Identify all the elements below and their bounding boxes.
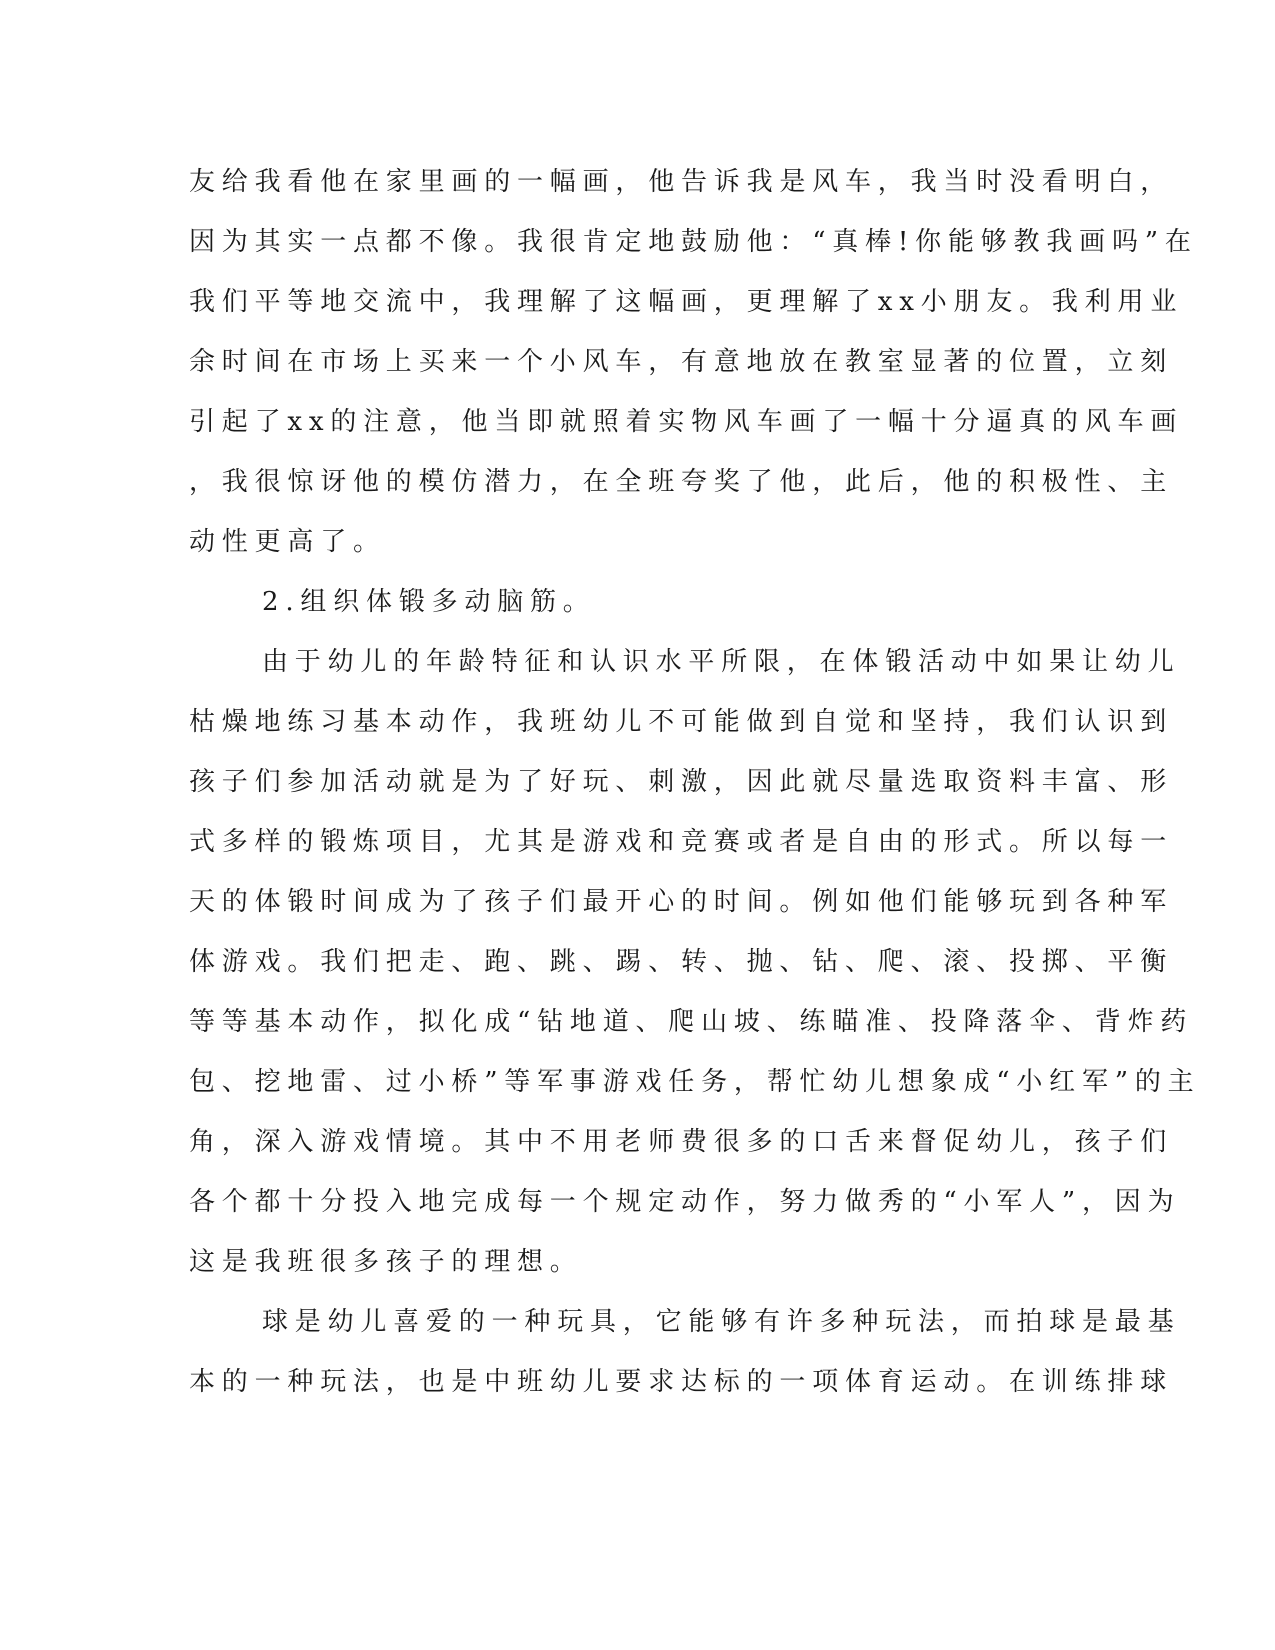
text-line: 球是幼儿喜爱的一种玩具，它能够有许多种玩法，而拍球是最基 xyxy=(262,1307,1181,1337)
text-line: 因为其实一点都不像。我很肯定地鼓励他：“真棒!你能够教我画吗”在 xyxy=(189,227,1198,257)
text-line: 包、挖地雷、过小桥”等军事游戏任务，帮忙幼儿想象成“小红军”的主 xyxy=(189,1067,1201,1097)
text-line: 本的一种玩法，也是中班幼儿要求达标的一项体育运动。在训练排球 xyxy=(189,1367,1174,1397)
text-line: 这是我班很多孩子的理想。 xyxy=(189,1247,583,1277)
text-line: 引起了xx的注意，他当即就照着实物风车画了一幅十分逼真的风车画 xyxy=(189,407,1184,437)
text-line: 角，深入游戏情境。其中不用老师费很多的口舌来督促幼儿，孩子们 xyxy=(189,1127,1174,1157)
text-line: 式多样的锻炼项目，尤其是游戏和竞赛或者是自由的形式。所以每一 xyxy=(189,827,1174,857)
text-line: 体游戏。我们把走、跑、跳、踢、转、抛、钻、爬、滚、投掷、平衡 xyxy=(189,947,1174,977)
text-line: 由于幼儿的年龄特征和认识水平所限，在体锻活动中如果让幼儿 xyxy=(262,647,1181,677)
text-line: 孩子们参加活动就是为了好玩、刺激，因此就尽量选取资料丰富、形 xyxy=(189,767,1174,797)
text-line: 我们平等地交流中，我理解了这幅画，更理解了xx小朋友。我利用业 xyxy=(189,287,1184,317)
text-line: 2.组织体锻多动脑筋。 xyxy=(262,587,596,617)
text-line: 动性更高了。 xyxy=(189,527,386,557)
text-line: 友给我看他在家里画的一幅画，他告诉我是风车，我当时没看明白， xyxy=(189,167,1174,197)
body-text xyxy=(189,152,1201,1412)
text-line: 天的体锻时间成为了孩子们最开心的时间。例如他们能够玩到各种军 xyxy=(189,887,1174,917)
text-line: 余时间在市场上买来一个小风车，有意地放在教室显著的位置，立刻 xyxy=(189,347,1174,377)
text-line: 各个都十分投入地完成每一个规定动作，努力做秀的“小军人”，因为 xyxy=(189,1187,1181,1217)
text-line: 枯燥地练习基本动作，我班幼儿不可能做到自觉和坚持，我们认识到 xyxy=(189,707,1174,737)
text-line: ，我很惊讶他的模仿潜力，在全班夸奖了他，此后，他的积极性、主 xyxy=(189,467,1174,497)
text-line: 等等基本动作，拟化成“钻地道、爬山坡、练瞄准、投降落伞、背炸药 xyxy=(189,1007,1194,1037)
